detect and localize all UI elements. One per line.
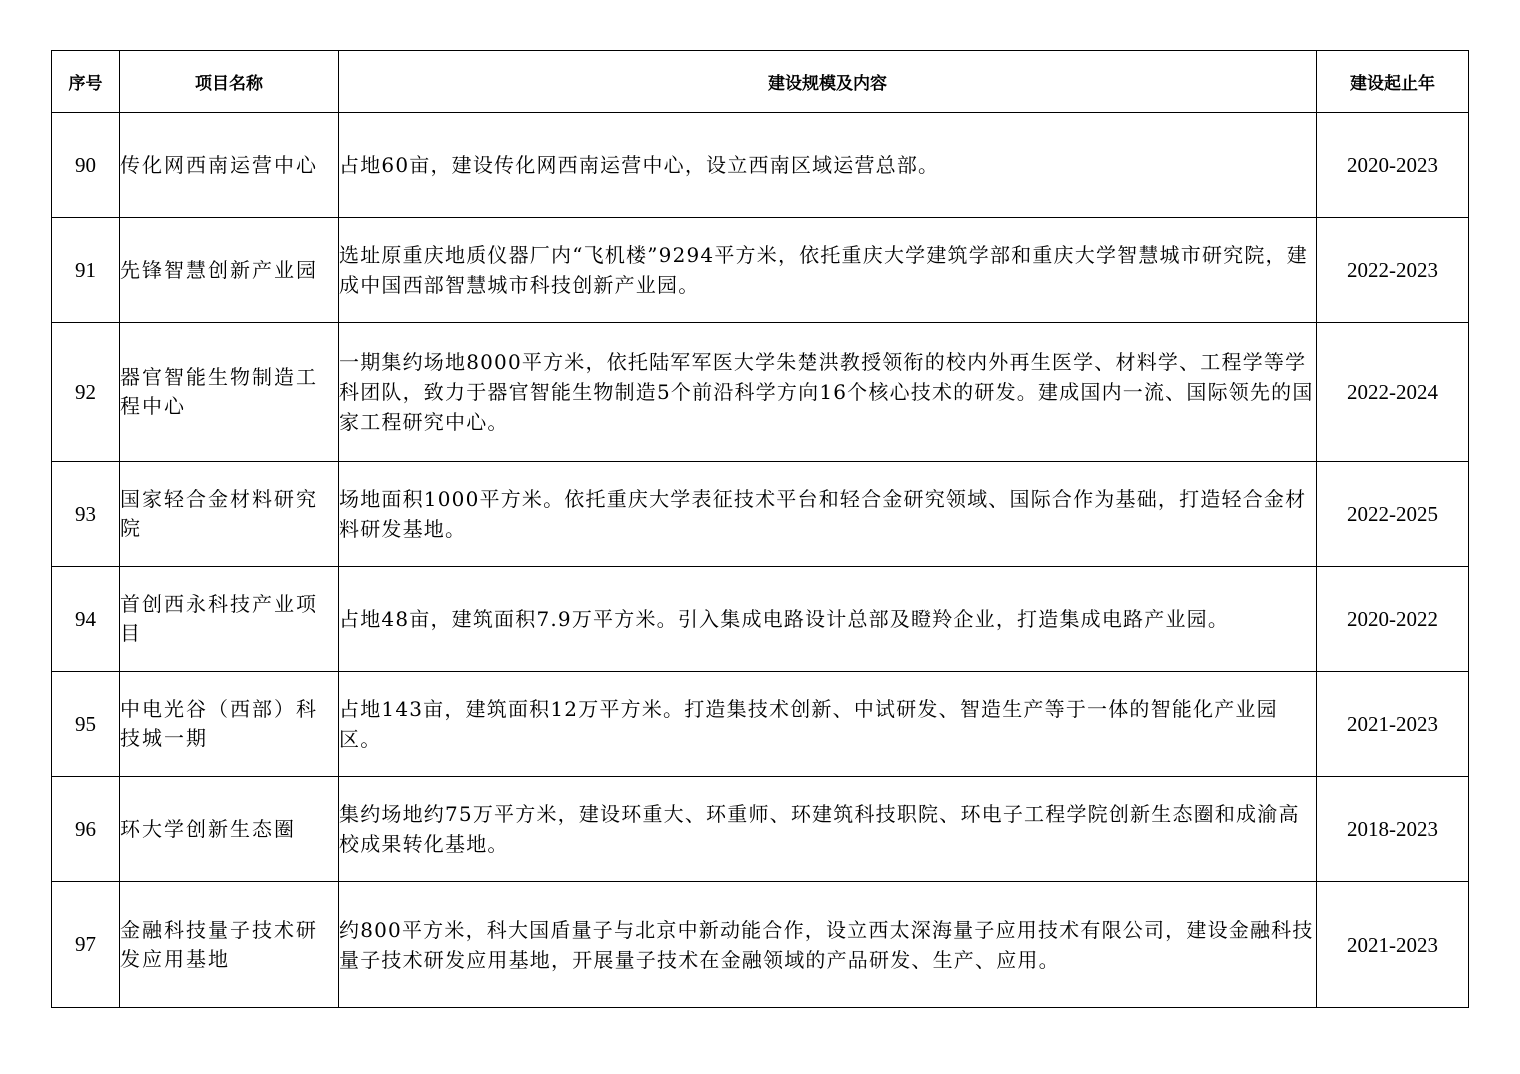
row-project-name: 中电光谷（西部）科技城一期	[120, 672, 339, 777]
row-content: 约800平方米，科大国盾量子与北京中新动能合作，设立西太深海量子应用技术有限公司，建设金融科技量子技术研发应用基地，开展量子技术在金融领域的产品研发、生产、应用。	[339, 882, 1317, 1008]
row-seq: 97	[52, 882, 120, 1008]
row-seq: 91	[52, 218, 120, 323]
table-row	[52, 882, 1469, 1008]
row-content: 占地48亩，建筑面积7.9万平方米。引入集成电路设计总部及瞪羚企业，打造集成电路产业园。	[339, 567, 1317, 672]
table-row	[52, 113, 1469, 218]
row-years: 2022-2024	[1317, 323, 1469, 462]
row-project-name: 金融科技量子技术研发应用基地	[120, 882, 339, 1008]
row-years: 2020-2022	[1317, 567, 1469, 672]
table-row	[52, 218, 1469, 323]
row-content: 占地60亩，建设传化网西南运营中心，设立西南区域运营总部。	[339, 113, 1317, 218]
row-years: 2018-2023	[1317, 777, 1469, 882]
row-content: 集约场地约75万平方米，建设环重大、环重师、环建筑科技职院、环电子工程学院创新生态圈和成渝高校成果转化基地。	[339, 777, 1317, 882]
row-years: 2021-2023	[1317, 672, 1469, 777]
row-seq: 92	[52, 323, 120, 462]
row-project-name: 国家轻合金材料研究院	[120, 462, 339, 567]
row-years: 2020-2023	[1317, 113, 1469, 218]
header-row	[52, 51, 1469, 113]
row-content: 占地143亩，建筑面积12万平方米。打造集技术创新、中试研发、智造生产等于一体的智能化产业园区。	[339, 672, 1317, 777]
row-years: 2021-2023	[1317, 882, 1469, 1008]
table-row	[52, 323, 1469, 462]
row-content: 一期集约场地8000平方米，依托陆军军医大学朱楚洪教授领衔的校内外再生医学、材料学、工程学等学科团队，致力于器官智能生物制造5个前沿科学方向16个核心技术的研发。建成国内一流、国际领先的国家工程研究中心。	[339, 323, 1317, 462]
row-project-name: 传化网西南运营中心	[120, 113, 339, 218]
table-row	[52, 462, 1469, 567]
row-content: 场地面积1000平方米。依托重庆大学表征技术平台和轻合金研究领域、国际合作为基础，打造轻合金材料研发基地。	[339, 462, 1317, 567]
projects-table	[51, 50, 1469, 1008]
row-seq: 94	[52, 567, 120, 672]
row-project-name: 首创西永科技产业项目	[120, 567, 339, 672]
row-project-name: 器官智能生物制造工程中心	[120, 323, 339, 462]
table-row	[52, 672, 1469, 777]
row-seq: 90	[52, 113, 120, 218]
header-years: 建设起止年	[1317, 51, 1469, 113]
header-content: 建设规模及内容	[339, 51, 1317, 113]
row-years: 2022-2023	[1317, 218, 1469, 323]
row-seq: 93	[52, 462, 120, 567]
table-row	[52, 777, 1469, 882]
row-project-name: 先锋智慧创新产业园	[120, 218, 339, 323]
row-content: 选址原重庆地质仪器厂内“飞机楼”9294平方米，依托重庆大学建筑学部和重庆大学智慧城市研究院，建成中国西部智慧城市科技创新产业园。	[339, 218, 1317, 323]
row-seq: 95	[52, 672, 120, 777]
header-name: 项目名称	[120, 51, 339, 113]
table-row	[52, 567, 1469, 672]
row-years: 2022-2025	[1317, 462, 1469, 567]
row-project-name: 环大学创新生态圈	[120, 777, 339, 882]
header-seq: 序号	[52, 51, 120, 113]
row-seq: 96	[52, 777, 120, 882]
